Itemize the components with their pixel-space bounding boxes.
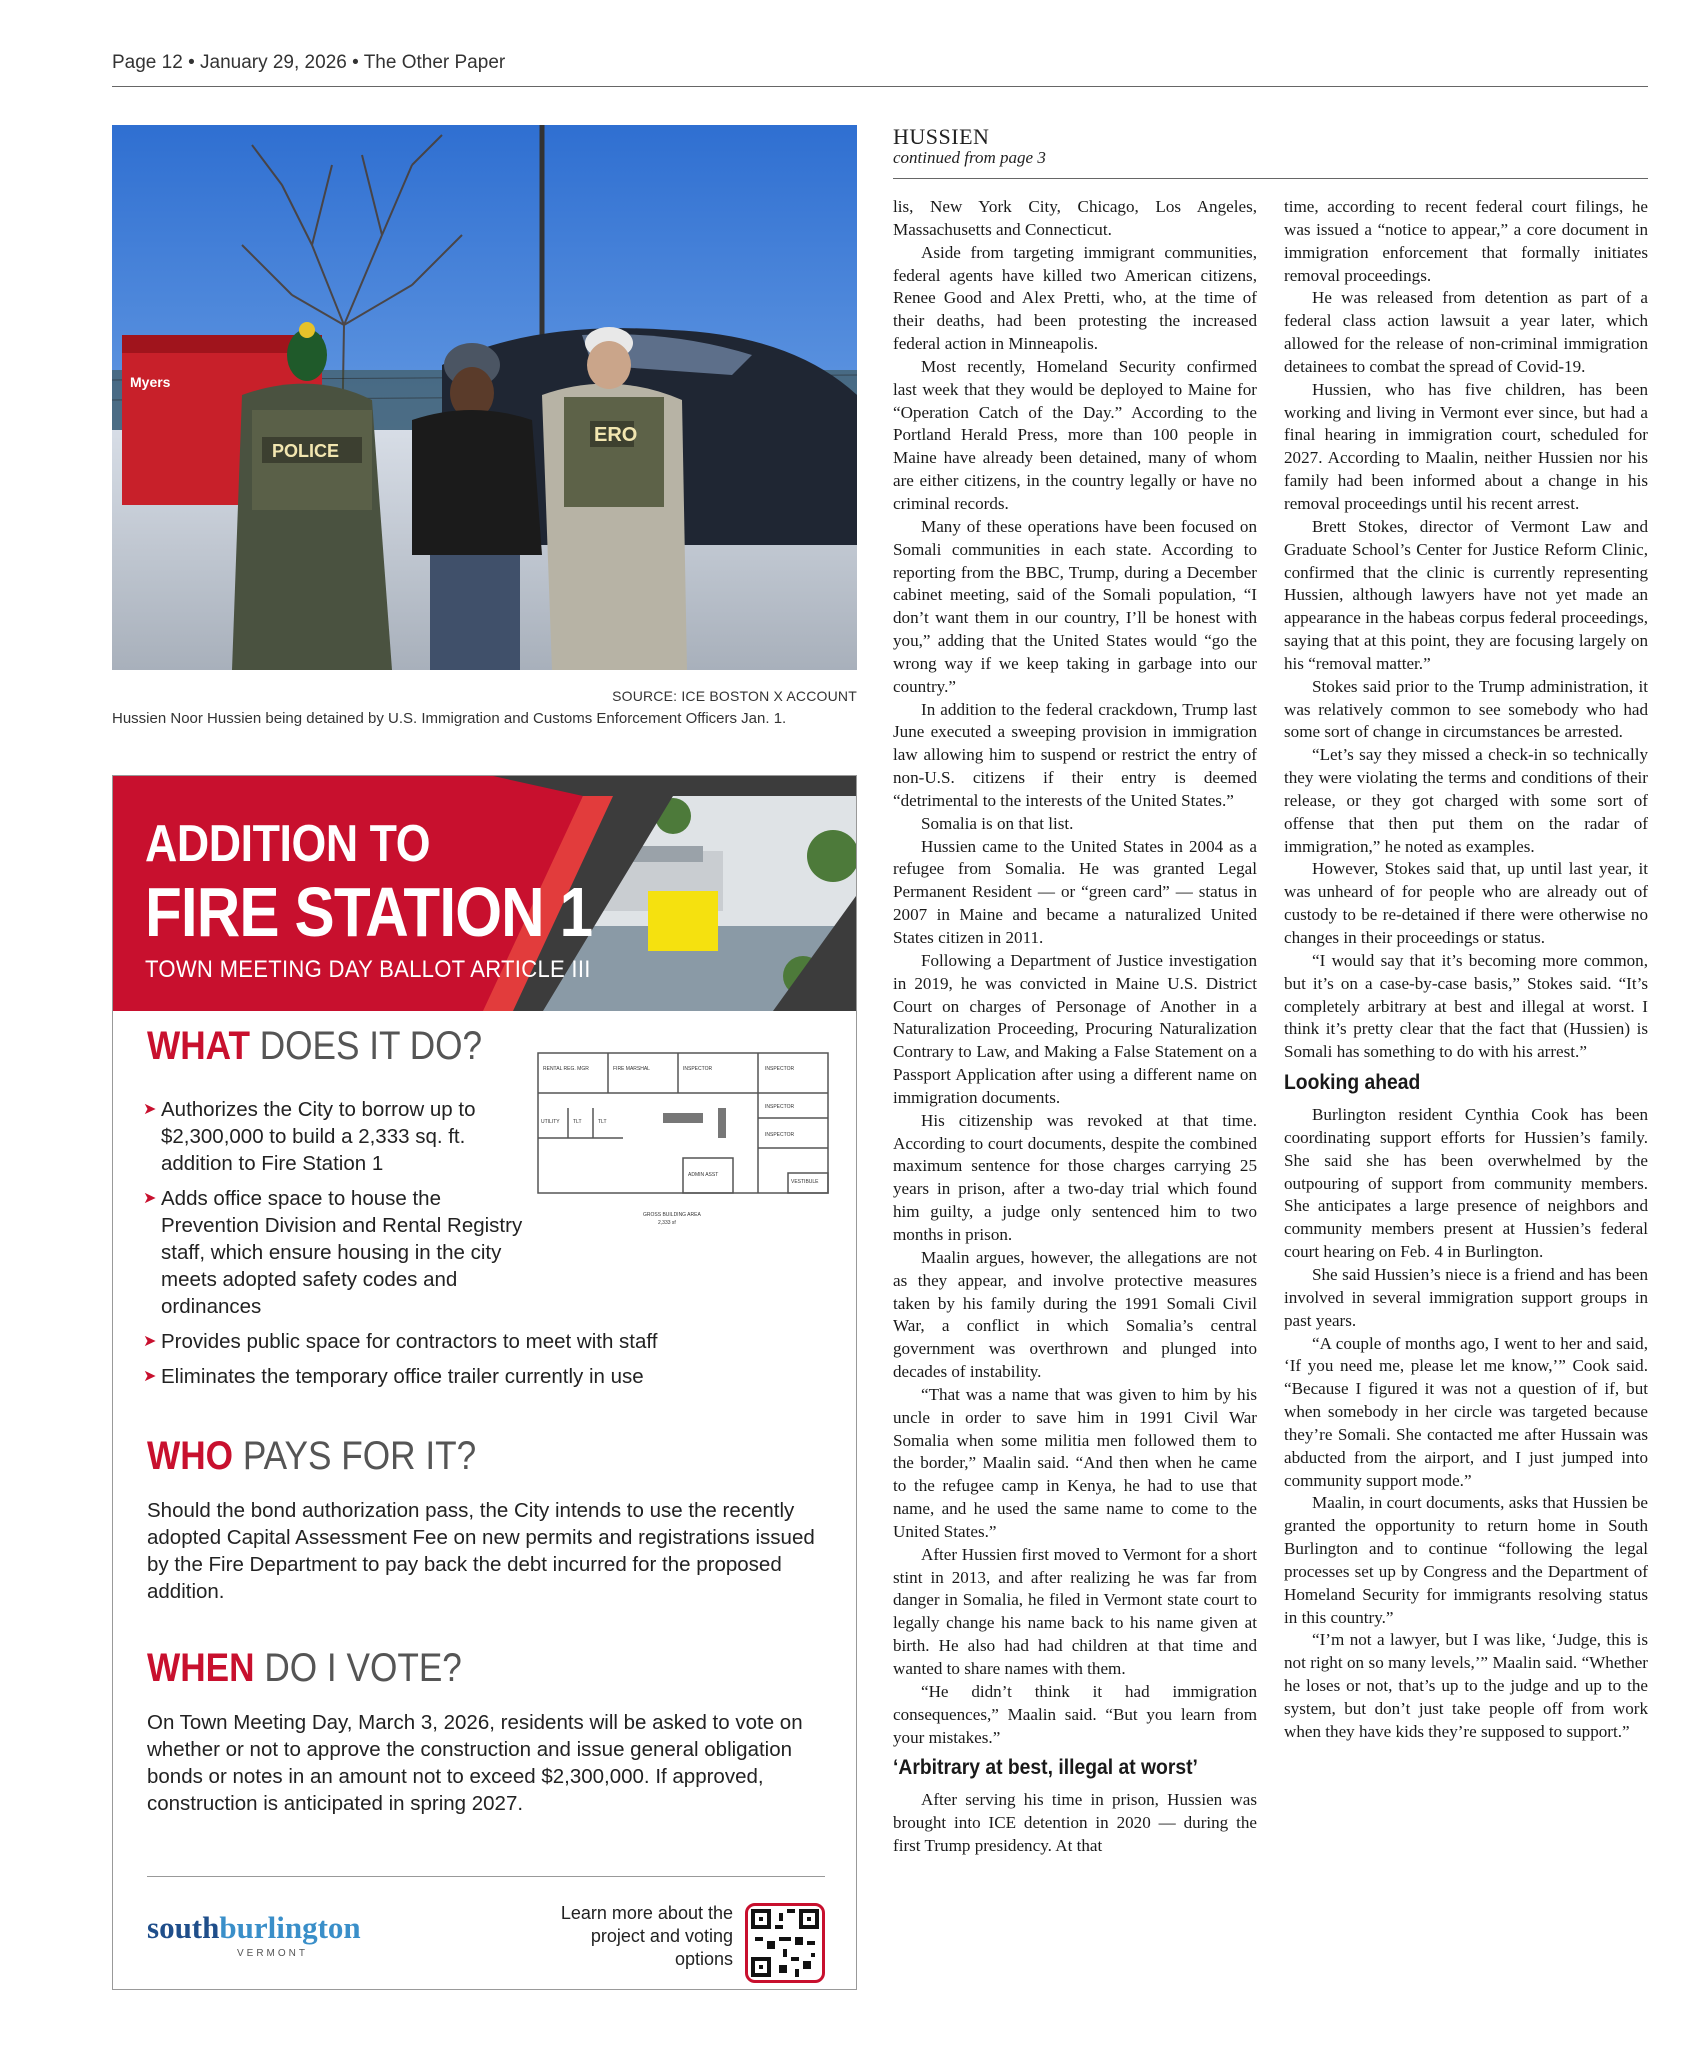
paragraph: Maalin argues, however, the allegations are not as they appear, and involve protective measures taken by his family during the 1991 Somali Civil War, a conflict in which Somalia’s central government was overthrown and plunged into decades of instability. — [893, 1247, 1257, 1382]
what-list — [143, 1096, 843, 1398]
article-column-1 — [893, 196, 1257, 1858]
paragraph: “Let’s say they missed a check-in so technically they were violating the terms and conditions of their release, or they got charged with some sort of offense that then put them on the radar of immigration,” he noted as examples. — [1284, 745, 1648, 856]
paragraph: “I would say that it’s becoming more common, but it’s on a case-by-case basis,” Stokes said. “It’s completely arbitrary at best and illegal at worst. I think it’s pretty clear that the fact that (Hussien) is Somali has something to do with his arrest.” — [1284, 950, 1648, 1062]
subhead: Looking ahead — [1284, 1071, 1421, 1095]
paragraph: “I’m not a lawyer, but I was like, ‘Judge, this is not right on so many levels,’” Maalin said. “Whether he loses or not, that’s up to the judge and up to the system, but don’t just take people off from work when they have kids they’re supposed to support.” — [1284, 1630, 1648, 1741]
paragraph: Hussien came to the United States in 2004 as a refugee from Somalia. He was granted Legal Permanent Resident — or “green card” — status in 2007 in Maine and became a naturalized United States citizen in 2011. — [893, 836, 1257, 947]
dumpster-text: Myers — [130, 374, 171, 390]
paragraph: Somalia is on that list. — [921, 813, 1074, 833]
paragraph: Hussien, who has five children, has been working and living in Vermont ever since, but had a final hearing in immigration court, scheduled for 2027. According to Maalin, neither Hussien nor his family had been informed about a change in his removal proceedings until his recent arrest. — [1284, 379, 1648, 513]
paragraph: lis, New York City, Chicago, Los Angeles, Massachusetts and Connecticut. — [893, 197, 1257, 239]
page-folio: Page 12 • January 29, 2026 • The Other Paper — [112, 52, 506, 73]
article-slug: HUSSIEN — [893, 124, 990, 149]
svg-text:2,333 sf: 2,333 sf — [658, 1220, 676, 1226]
paragraph: Many of these operations have been focused on Somali communities in each state. According to reporting from the BBC, Trump, during a December cabinet meeting, said of the Somali population, “I don’t want them in our country, I’ll be honest with you,” adding that the United States would “go the wrong way if we keep taking in garbage into our country.” — [893, 516, 1257, 696]
ad-title-line2: FIRE STATION 1 — [145, 873, 593, 951]
svg-text:FIRE MARSHAL: FIRE MARSHAL — [613, 1066, 650, 1072]
paragraph: She said Hussien’s niece is a friend and has been involved in several immigration support groups in past years. — [1284, 1264, 1648, 1330]
paragraph: Following a Department of Justice investigation in 2019, he was convicted in Maine U.S. District Court on charges of Personage of Another in a Naturalization Proceeding, Procuring Naturalization Contrary to Law, and Making a False Statement on a Passport Application after using a different name on immigration documents. — [893, 950, 1257, 1107]
ero-vest-text: ERO — [594, 424, 638, 446]
what-item: ➤ Eliminates the temporary office trailer currently in use — [143, 1365, 644, 1388]
photo-caption: Hussien Noor Hussien being detained by U.S. Immigration and Customs Enforcement Officers Jan. 1. — [112, 710, 787, 727]
paragraph: After Hussien first moved to Vermont for a short stint in 2013, and after realizing he was far from danger in Somalia, he filed in Vermont state court to legally change his name back to his name given at birth. He also had had children at that time and wanted to share names with them. — [893, 1544, 1257, 1678]
what-heading: WHAT DOES IT DO? — [147, 1024, 483, 1068]
what-item: ➤ Provides public space for contractors to meet with staff — [143, 1330, 658, 1353]
south-burlington-logo: southburlington — [147, 1910, 361, 1945]
ad-divider — [147, 1876, 825, 1877]
fire-station-ad — [112, 775, 857, 1990]
svg-text:INSPECTOR: INSPECTOR — [765, 1132, 795, 1138]
svg-text:UTILITY: UTILITY — [541, 1119, 560, 1125]
arrow-icon: ➤ — [143, 1190, 157, 1207]
paragraph: “He didn’t think it had immigration consequences,” Maalin said. “But you learn from your mistakes.” — [893, 1681, 1257, 1747]
arrow-icon: ➤ — [143, 1101, 157, 1118]
paragraph: “That was a name that was given to him by his uncle in order to save him in 1991 Civil War Somalia when some militia men followed them to the border,” Maalin said. “And then when he came to the refugee camp in Kenya, he had to use that name, and he used the same name to come to the United States.” — [893, 1384, 1257, 1541]
paragraph: time, according to recent federal court filings, he was issued a “notice to appear,” a core document in immigration enforcement that formally initiates removal proceedings. — [1284, 197, 1648, 285]
paragraph: He was released from detention as part of a federal class action lawsuit a year later, which allowed for the release of non-criminal immigration detainees to combat the spread of Covid-19. — [1284, 288, 1648, 376]
paragraph: However, Stokes said that, up until last year, it was unheard of for people who are already out of custody to be re-detained if there were otherwise no changes in their proceedings or status. — [1284, 859, 1648, 947]
who-text: Should the bond authorization pass, the City intends to use the recently adopted Capital Assessment Fee on new permits and registrations issued by the Fire Department to pay back the debt incurred for the proposed addition. — [147, 1499, 815, 1603]
arrow-icon: ➤ — [143, 1368, 157, 1385]
paragraph: Maalin, in court documents, asks that Hussien be granted the opportunity to return home in South Burlington and to continue “following the legal processes set up by Congress and the Department of Homeland Security for immigrants resolving status in this country.” — [1284, 1493, 1648, 1627]
svg-text:TLT: TLT — [598, 1119, 607, 1125]
article-rule — [893, 178, 1648, 179]
svg-text:INSPECTOR: INSPECTOR — [765, 1066, 795, 1072]
subhead: ‘Arbitrary at best, illegal at worst’ — [893, 1756, 1198, 1780]
photo-credit: SOURCE: ICE BOSTON X ACCOUNT — [612, 688, 857, 704]
svg-text:TLT: TLT — [573, 1119, 582, 1125]
paragraph: After serving his time in prison, Hussien was brought into ICE detention in 2020 — during the first Trump presidency. At that — [893, 1790, 1257, 1856]
arrow-icon: ➤ — [143, 1333, 157, 1350]
paragraph: Most recently, Homeland Security confirmed last week that they would be deployed to Maine for “Operation Catch of the Day.” According to the Portland Herald Press, more than 100 people in Maine have already been detained, many of whom are either citizens, in the country legally or have no criminal records. — [893, 356, 1257, 513]
ad-subtitle: TOWN MEETING DAY BALLOT ARTICLE III — [145, 956, 591, 983]
when-heading: WHEN DO I VOTE? — [147, 1646, 462, 1690]
ad-banner — [113, 776, 856, 1011]
who-heading: WHO PAYS FOR IT? — [147, 1434, 477, 1478]
paragraph: His citizenship was revoked at that time. According to court documents, despite the combined maximum sentence for those charges carrying 25 years in prison, after a two-day trial which found him guilty, a judge only sentenced him to two months in prison. — [893, 1110, 1257, 1244]
paragraph: In addition to the federal crackdown, Trump last June executed a sweeping provision in immigration law allowing him to suspend or restrict the entry of non-U.S. citizens if their entry is deemed “detrimental to the interests of the United States.” — [893, 699, 1257, 810]
folio-rule — [112, 86, 1648, 87]
ad-title-line1: ADDITION TO — [145, 815, 431, 873]
article-column-2 — [1284, 196, 1648, 1744]
continued-note: continued from page 3 — [893, 148, 1046, 167]
svg-text:INSPECTOR: INSPECTOR — [765, 1104, 795, 1110]
paragraph: Brett Stokes, director of Vermont Law and Graduate School’s Center for Justice Reform Clinic, confirmed that the clinic is currently representing Hussien, although lawyers have not yet made an appearance in the habeas corpus federal proceedings, saying that at this point, they are focusing largely on his “removal matter.” — [1284, 516, 1648, 673]
paragraph: “A couple of months ago, I went to her and said, ‘If you need me, please let me know,’” Cook said. “Because I figured it was not a question of if, but when somebody in her circle was targeted because they’re Somali. She contacted me after Hussain was abducted from the airport, and I just jumped into community support mode.” — [1284, 1333, 1648, 1490]
paragraph: Burlington resident Cynthia Cook has been coordinating support efforts for Hussien’s family. She said she has been overwhelmed by the outpouring of support from community members. She anticipates a large presence of neighbors and community members present at Hussien’s federal court hearing on Feb. 4 in Burlington. — [1284, 1105, 1648, 1262]
svg-text:RENTAL REG. MGR: RENTAL REG. MGR — [543, 1066, 589, 1072]
svg-text:VESTIBULE: VESTIBULE — [791, 1179, 819, 1185]
qr-code-icon[interactable] — [745, 1903, 825, 1983]
news-photo — [112, 125, 857, 670]
police-vest-text: POLICE — [272, 441, 340, 461]
svg-text:GROSS BUILDING AREA: GROSS BUILDING AREA — [643, 1212, 701, 1218]
svg-text:INSPECTOR: INSPECTOR — [683, 1066, 713, 1072]
what-item: ➤ Adds office space to house the Prevention Division and Rental Registry staff, which ensure housing in the city meets adopted safety codes and ordinances — [143, 1187, 523, 1318]
logo-state: VERMONT — [237, 1948, 308, 1959]
when-text: On Town Meeting Day, March 3, 2026, residents will be asked to vote on whether or not to approve the construction and issue general obligation bonds or notes in an amount not to exceed $2,300,000. If approved, construction is anticipated in spring 2027. — [147, 1711, 803, 1815]
paragraph: Stokes said prior to the Trump administration, it was relatively common to see somebody who had some sort of change in circumstances be arrested. — [1284, 676, 1648, 742]
what-item: ➤ Authorizes the City to borrow up to $2,300,000 to build a 2,333 sq. ft. addition to Fire Station 1 — [143, 1098, 476, 1175]
svg-text:ADMIN ASST: ADMIN ASST — [688, 1172, 719, 1178]
paragraph: Aside from targeting immigrant communities, federal agents have killed two American citizens, Renee Good and Alex Pretti, who, at the time of their deaths, had been protesting the increased federal action in Minneapolis. — [893, 242, 1257, 354]
learn-more-text: Learn more about the project and voting options — [560, 1903, 733, 1969]
